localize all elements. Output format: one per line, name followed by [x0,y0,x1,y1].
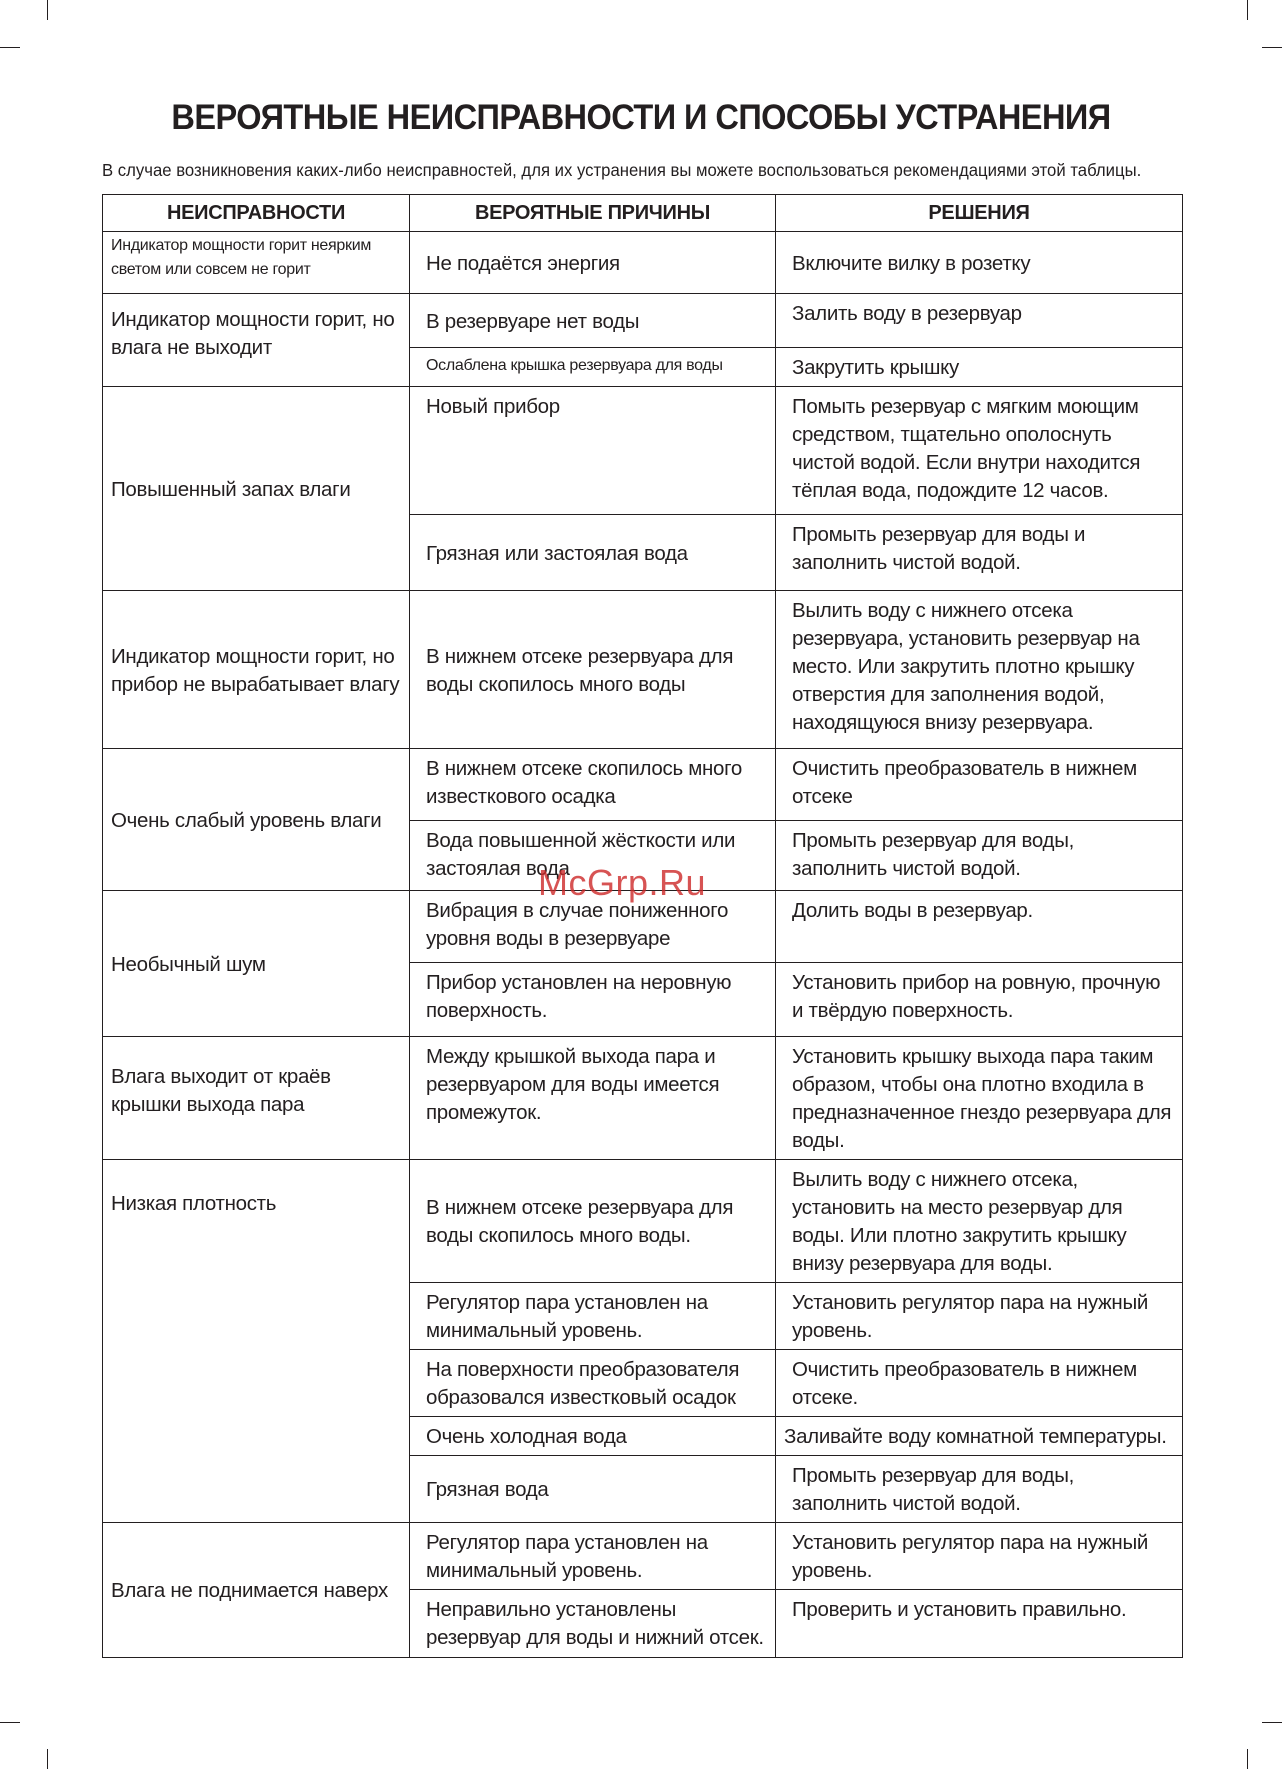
solution-cell: Очистить преобразователь в нижнем отсеке. [776,1350,1183,1417]
intro-text: В случае возникновения каких-либо неисправностей, для их устранения вы можете воспользоваться рекомендациями этой таблицы. [102,160,1142,180]
fault-cell: Индикатор мощности горит, но прибор не вырабатывает влагу [103,591,410,749]
solution-cell: Промыть резервуар для воды, заполнить чистой водой. [776,1456,1183,1523]
cause-cell: Вибрация в случае пониженного уровня воды в резервуаре [410,891,776,963]
cause-cell: Новый прибор [410,387,776,515]
page-title: ВЕРОЯТНЫЕ НЕИСПРАВНОСТИ И СПОСОБЫ УСТРАНЕНИЯ [171,98,1111,137]
fault-cell: Индикатор мощности горит неярким светом или совсем не горит [103,232,410,294]
solution-cell: Установить крышку выхода пара таким образом, чтобы она плотно входила в предназначенное гнездо резервуара для воды. [776,1037,1183,1160]
cause-cell: В нижнем отсеке скопилось много известкового осадка [410,749,776,821]
table-header-row [103,195,1183,232]
solution-cell: Долить воды в резервуар. [776,891,1183,963]
crop-mark [1262,47,1282,48]
table-row [103,387,1183,515]
cause-cell: В нижнем отсеке резервуара для воды скопилось много воды. [410,1160,776,1283]
fault-cell: Необычный шум [103,891,410,1037]
header-solutions: РЕШЕНИЯ [776,195,1183,232]
table-row [103,1037,1183,1160]
crop-mark [0,47,20,48]
table-row [103,749,1183,821]
solution-cell: Проверить и установить правильно. [776,1590,1183,1658]
solution-cell: Промыть резервуар для воды, заполнить чистой водой. [776,821,1183,891]
fault-cell: Повышенный запах влаги [103,387,410,591]
solution-cell: Помыть резервуар с мягким моющим средством, тщательно ополоснуть чистой водой. Если внутри находится тёплая вода, подождите 12 часов. [776,387,1183,515]
cause-cell: Прибор установлен на неровную поверхность. [410,963,776,1037]
cause-cell: Неправильно установлены резервуар для воды и нижний отсек. [410,1590,776,1658]
watermark: McGrp.Ru [538,862,707,903]
solution-cell: Закрутить крышку [776,348,1183,387]
fault-cell: Влага не поднимается наверх [103,1523,410,1658]
fault-cell: Очень слабый уровень влаги [103,749,410,891]
crop-mark [47,0,48,20]
table-row [103,294,1183,348]
crop-mark [1262,1722,1282,1723]
solution-cell: Залить воду в резервуар [776,294,1183,348]
cause-cell: Регулятор пара установлен на минимальный уровень. [410,1283,776,1350]
cause-cell: Грязная или застоялая вода [410,515,776,591]
solution-cell: Заливайте воду комнатной температуры. [776,1417,1183,1456]
cause-cell: Не подаётся энергия [410,232,776,294]
cause-cell: На поверхности преобразователя образовался известковый осадок [410,1350,776,1417]
table-row [103,232,1183,294]
table-row [103,1523,1183,1590]
cause-cell: Грязная вода [410,1456,776,1523]
header-faults: НЕИСПРАВНОСТИ [103,195,410,232]
cause-cell: Между крышкой выхода пара и резервуаром для воды имеется промежуток. [410,1037,776,1160]
cause-cell: В резервуаре нет воды [410,294,776,348]
table-row [103,591,1183,749]
solution-cell: Установить прибор на ровную, прочную и твёрдую поверхность. [776,963,1183,1037]
crop-mark [1247,0,1248,20]
cause-cell: Очень холодная вода [410,1417,776,1456]
cause-cell: Регулятор пара установлен на минимальный уровень. [410,1523,776,1590]
fault-cell: Индикатор мощности горит, но влага не выходит [103,294,410,387]
crop-mark [1247,1749,1248,1769]
cause-cell: Ослаблена крышка резервуара для воды [410,348,776,387]
crop-mark [0,1722,20,1723]
solution-cell: Установить регулятор пара на нужный уровень. [776,1523,1183,1590]
cause-cell: Вода повышенной жёсткости или застоялая вода [410,821,776,891]
solution-cell: Установить регулятор пара на нужный уровень. [776,1283,1183,1350]
solution-cell: Очистить преобразователь в нижнем отсеке [776,749,1183,821]
header-causes: ВЕРОЯТНЫЕ ПРИЧИНЫ [410,195,776,232]
solution-cell: Вылить воду с нижнего отсека, установить на место резервуар для воды. Или плотно закрутить крышку внизу резервуара для воды. [776,1160,1183,1283]
troubleshooting-table [102,194,1183,1658]
fault-cell: Влага выходит от краёв крышки выхода пара [103,1037,410,1160]
table-row [103,1160,1183,1283]
solution-cell: Промыть резервуар для воды и заполнить чистой водой. [776,515,1183,591]
fault-cell: Низкая плотность [103,1160,410,1523]
solution-cell: Вылить воду с нижнего отсека резервуара, установить резервуар на место. Или закрутить плотно крышку отверстия для заполнения водой, находящуюся внизу резервуара. [776,591,1183,749]
crop-mark [47,1749,48,1769]
solution-cell: Включите вилку в розетку [776,232,1183,294]
cause-cell: В нижнем отсеке резервуара для воды скопилось много воды [410,591,776,749]
